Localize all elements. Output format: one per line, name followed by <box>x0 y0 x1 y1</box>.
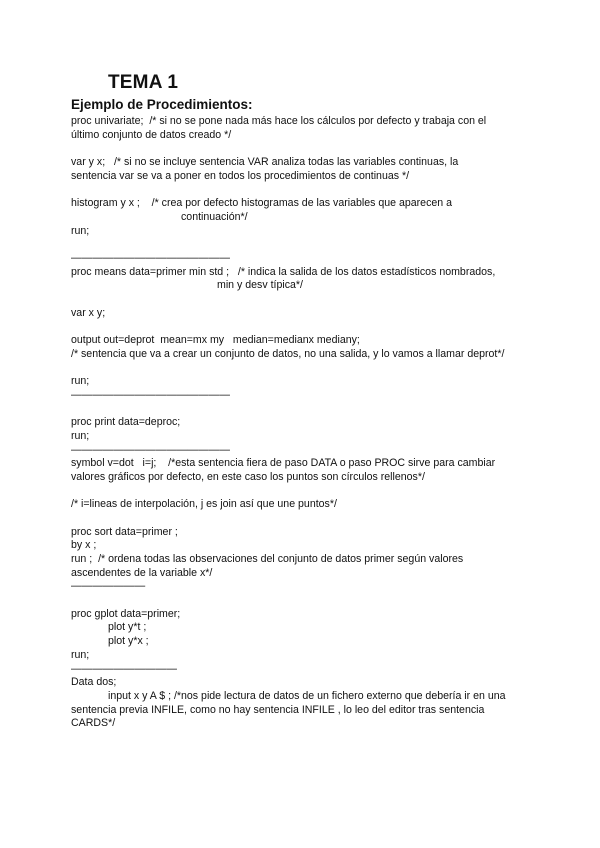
text-line <box>71 361 541 375</box>
text-line <box>71 512 541 526</box>
text-line <box>71 142 541 156</box>
text-line: proc univariate; /* si no se pone nada más hace los cálculos por defecto y trabaja con el <box>71 115 487 127</box>
text-line <box>71 485 541 499</box>
text-line: proc means data=primer min std ; /* indica la salida de los datos estadísticos nombrados, <box>71 265 496 278</box>
text-line: var x y; <box>71 306 106 319</box>
text-line: output out=deprot mean=mx my median=medianx mediany; <box>71 334 360 346</box>
text-line: by x ; <box>71 539 97 552</box>
text-line: run; <box>71 224 90 237</box>
text-line: run ; /* ordena todas las observaciones del conjunto de datos primer según valores <box>71 553 464 565</box>
text-line: proc sort data=primer ; <box>71 525 178 538</box>
text-line: histogram y x ; /* crea por defecto histogramas de las variables que aparecen a <box>71 197 452 210</box>
text-line <box>71 183 541 197</box>
text-line: sentencia var se va a poner en todos los procedimientos de continuas */ <box>71 169 410 182</box>
text-line <box>71 402 541 416</box>
separator-line: ——————————————— <box>71 251 230 264</box>
section-heading: Ejemplo de Procedimientos: <box>71 97 253 112</box>
text-line: continuación*/ <box>181 210 248 223</box>
text-line: Data dos; <box>71 676 117 689</box>
text-line: CARDS*/ <box>71 717 116 730</box>
page-title: TEMA 1 <box>108 72 179 93</box>
text-line: min y desv típica*/ <box>217 279 303 292</box>
text-line: /* sentencia que va a crear un conjunto de datos, no una salida, y lo vamos a llamar deprot*/ <box>71 347 505 360</box>
text-line: plot y*t ; <box>108 621 147 634</box>
separator-line: —————————— <box>71 662 177 675</box>
text-line: proc gplot data=primer; <box>71 607 181 620</box>
separator-line: ——————— <box>71 580 146 593</box>
text-line: symbol v=dot i=j; /*esta sentencia fiera de paso DATA o paso PROC sirve para cambiar <box>71 457 496 470</box>
text-line: proc print data=deproc; <box>71 416 181 429</box>
separator-line: ——————————————— <box>71 443 230 456</box>
separator-line: ——————————————— <box>71 388 230 401</box>
text-line: run; <box>71 429 90 442</box>
code-listing <box>71 115 541 731</box>
text-line <box>71 594 541 608</box>
text-line: sentencia previa INFILE, como no hay sentencia INFILE , lo leo del editor tras sentencia <box>71 703 485 716</box>
text-line: plot y*x ; <box>108 635 149 648</box>
text-line: último conjunto de datos creado */ <box>71 128 232 141</box>
text-line: run; <box>71 648 90 661</box>
text-line: /* i=lineas de interpolación, j es join así que une puntos*/ <box>71 498 337 511</box>
text-line <box>71 238 541 252</box>
text-line: run; <box>71 375 90 388</box>
text-line: var y x; /* si no se incluye sentencia VAR analiza todas las variables continuas, la <box>71 156 459 169</box>
text-line <box>71 293 541 307</box>
text-line <box>71 320 541 334</box>
text-line: valores gráficos por defecto, en este caso los puntos son círculos rellenos*/ <box>71 470 425 483</box>
text-line: ascendentes de la variable x*/ <box>71 566 213 579</box>
text-line: input x y A $ ; /*nos pide lectura de datos de un fichero externo que debería ir en una <box>108 689 506 702</box>
